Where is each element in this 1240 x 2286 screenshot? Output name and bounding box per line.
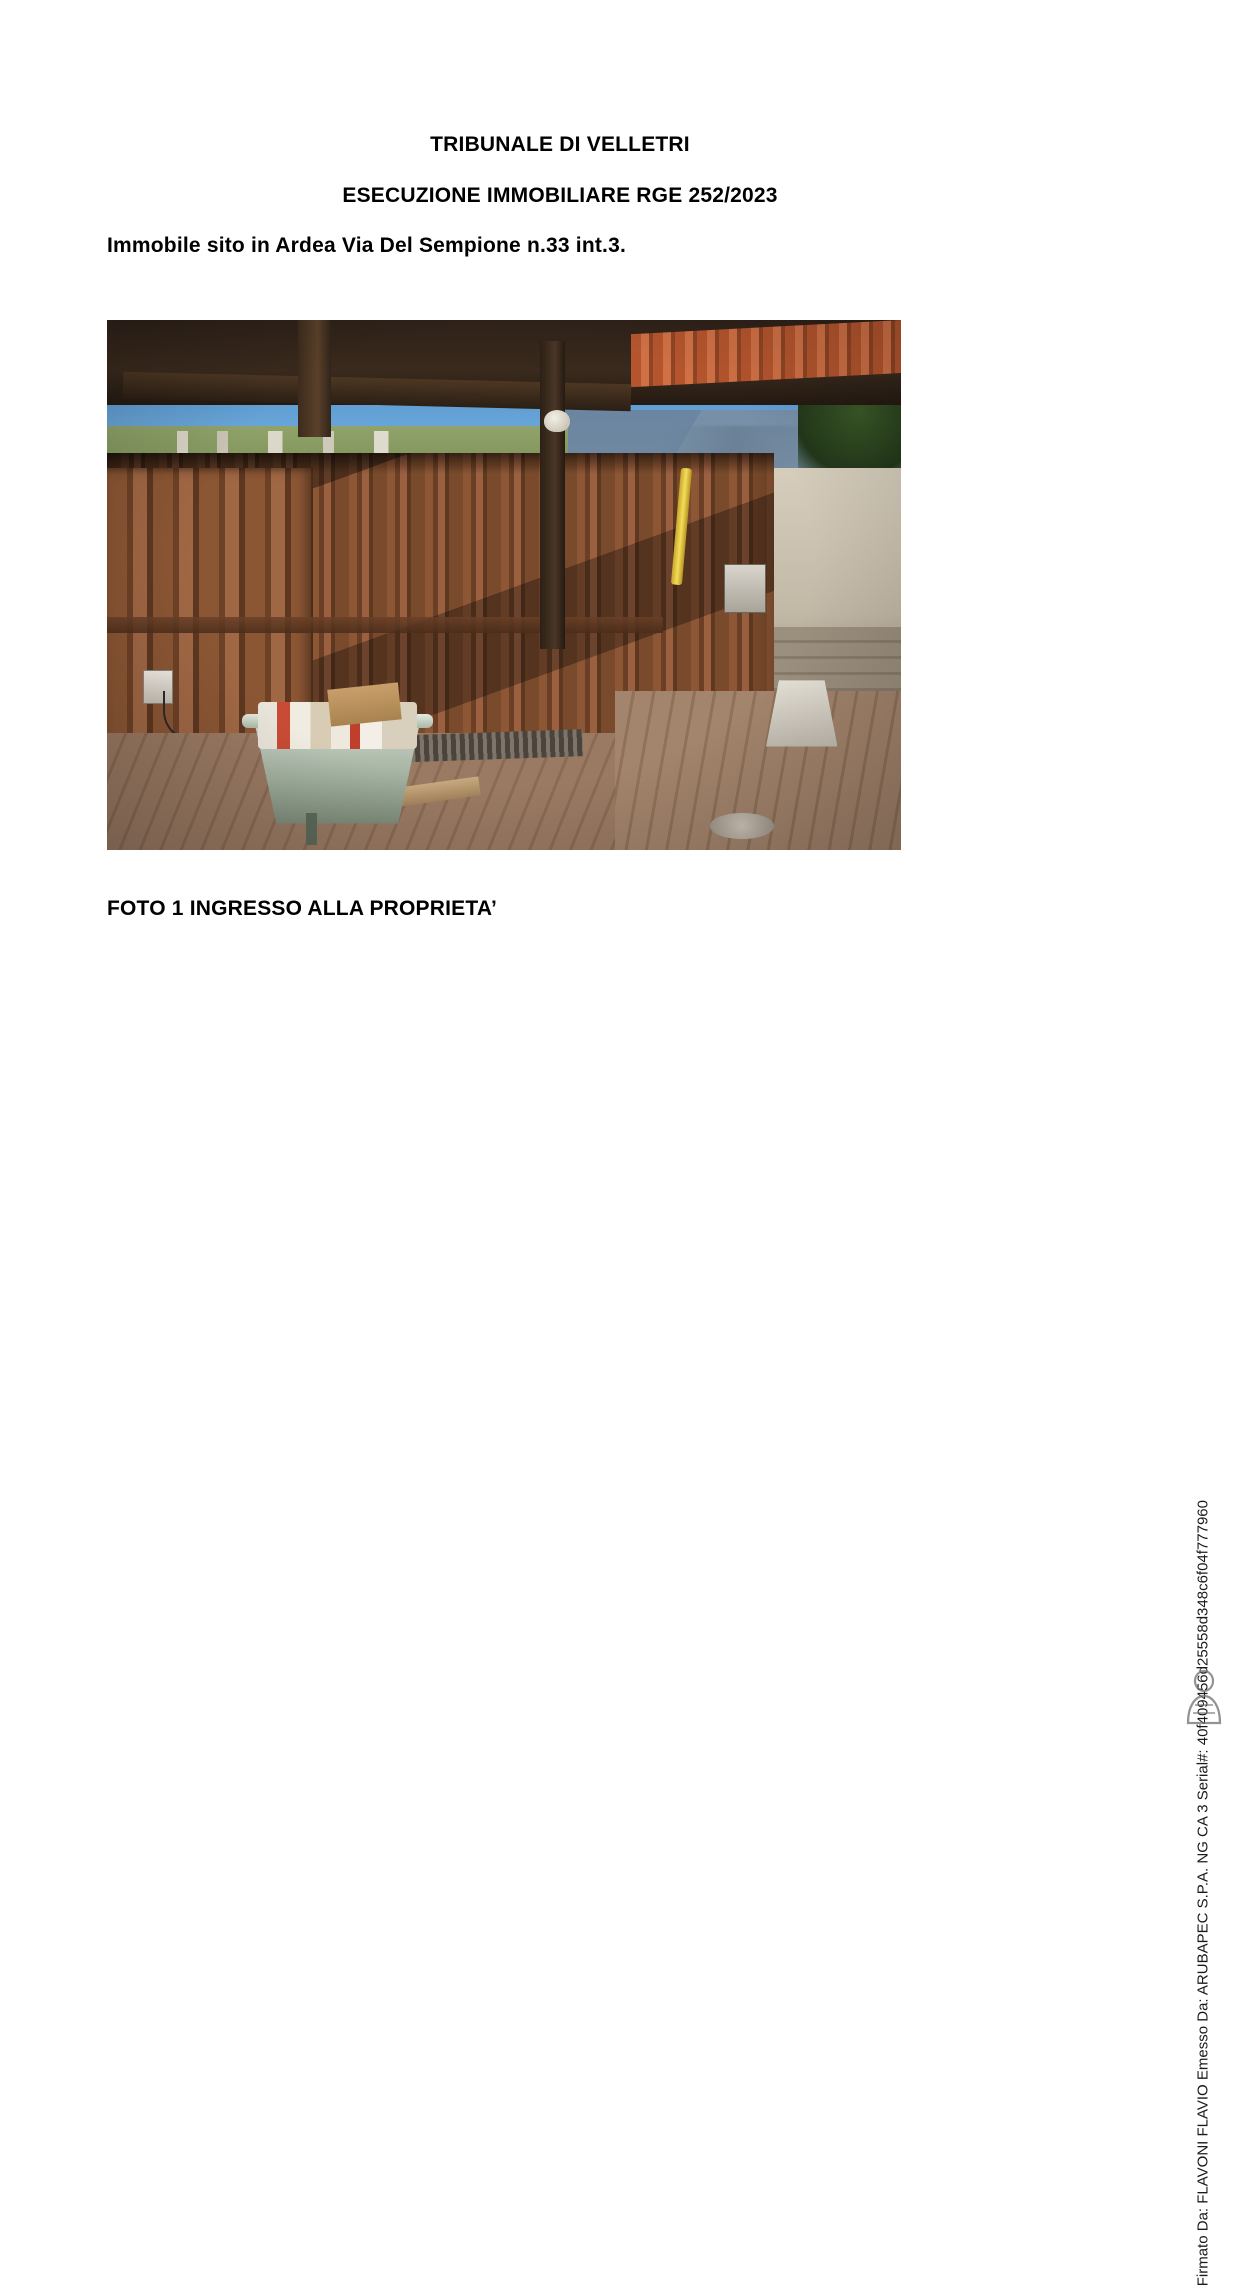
fence-shadow	[107, 453, 774, 474]
property-photo	[107, 320, 901, 850]
wheelbarrow-leg	[306, 813, 317, 845]
digital-signature-stamp-icon	[1182, 1665, 1226, 1727]
roof-post-left	[298, 320, 331, 437]
utility-meter-box	[724, 564, 766, 614]
outdoor-lamp	[544, 410, 570, 432]
property-address-line: Immobile sito in Ardea Via Del Sempione n.33 int.3.	[107, 234, 626, 257]
signature-strip	[1192, 0, 1222, 2286]
roof-post-center	[540, 341, 565, 648]
photo-caption: FOTO 1 INGRESSO ALLA PROPRIETA’	[107, 897, 498, 920]
court-title: TRIBUNALE DI VELLETRI	[430, 133, 690, 156]
procedure-title: ESECUZIONE IMMOBILIARE RGE 252/2023	[342, 184, 778, 207]
cardboard-box	[328, 682, 403, 726]
fence-rail	[107, 617, 663, 633]
photo-content	[107, 320, 901, 850]
digital-signature-text: Firmato Da: FLAVONI FLAVIO Emesso Da: ARUBAPEC S.P.A. NG CA 3 Serial#: 40f409456d25558d348c6f04f777960	[1194, 1500, 1211, 2286]
